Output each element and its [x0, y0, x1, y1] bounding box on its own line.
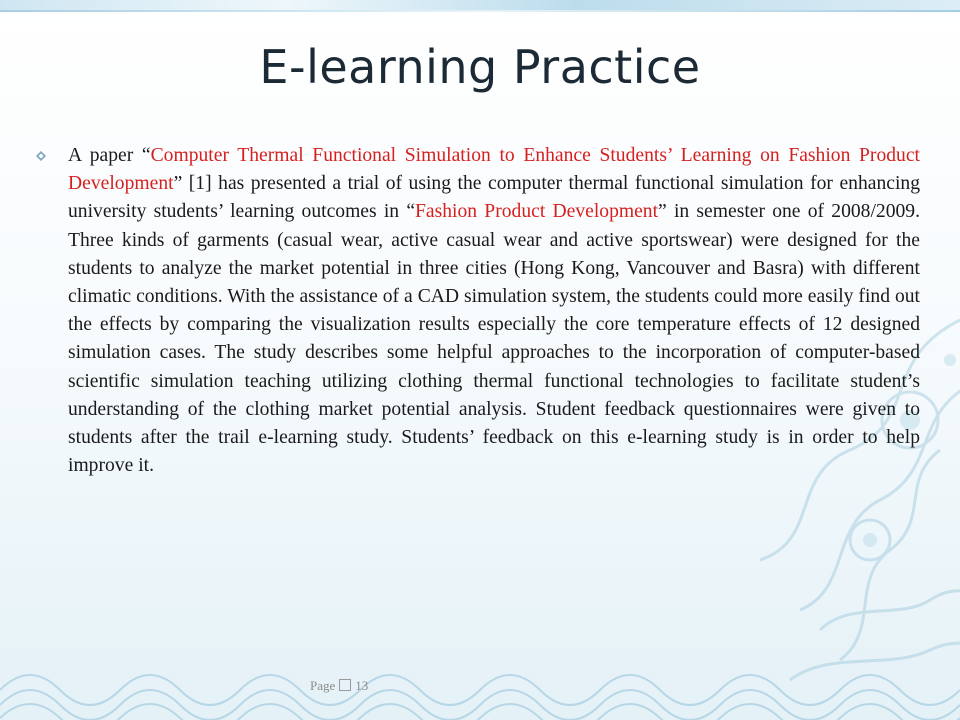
bullet-text — [68, 142, 920, 480]
page-label: Page — [310, 678, 336, 693]
diamond-bullet-icon — [36, 151, 46, 161]
page-number: 13 — [355, 678, 369, 693]
course-name-highlight: Fashion Product Development — [415, 201, 659, 223]
slide-title: E-learning Practice — [259, 40, 701, 94]
bullet-text-intro: A paper “ — [68, 145, 151, 166]
top-border-band — [0, 0, 960, 10]
bullet-text-middle: ” [1] has presented a trial of using the computer thermal functional simulation for enhancing university students’ learning outcomes in “ — [68, 173, 920, 223]
paper-title-highlight: Computer Thermal Functional Simulation to Enhance Students’ Learning on Fashion Product Development — [68, 145, 920, 195]
bullet-text-rest: ” in semester one of 2008/2009. Three kinds of garments (casual wear, active casual wear and active sportswear) were designed for the students to analyze the market potential in three cities (Hong Kong, Vancouver and Basra) with different climatic conditions. With the assistance of a CAD simulation system, the students could more easily find out the effects by comparing the visualization results especially the core temperature effects of 12 designed simulation cases. The study describes some helpful approaches to the incorporation of computer-based scientific simulation teaching utilizing clothing thermal functional technologies to facilitate student’s understanding of the clothing market potential analysis. Student feedback questionnaires were given to students after the trail e-learning study. Students’ feedback on this e-learning study is in order to help improve it. — [68, 201, 920, 477]
page-separator-box-icon — [339, 679, 351, 691]
decorative-wave-border — [0, 650, 960, 720]
page-footer — [310, 678, 368, 694]
